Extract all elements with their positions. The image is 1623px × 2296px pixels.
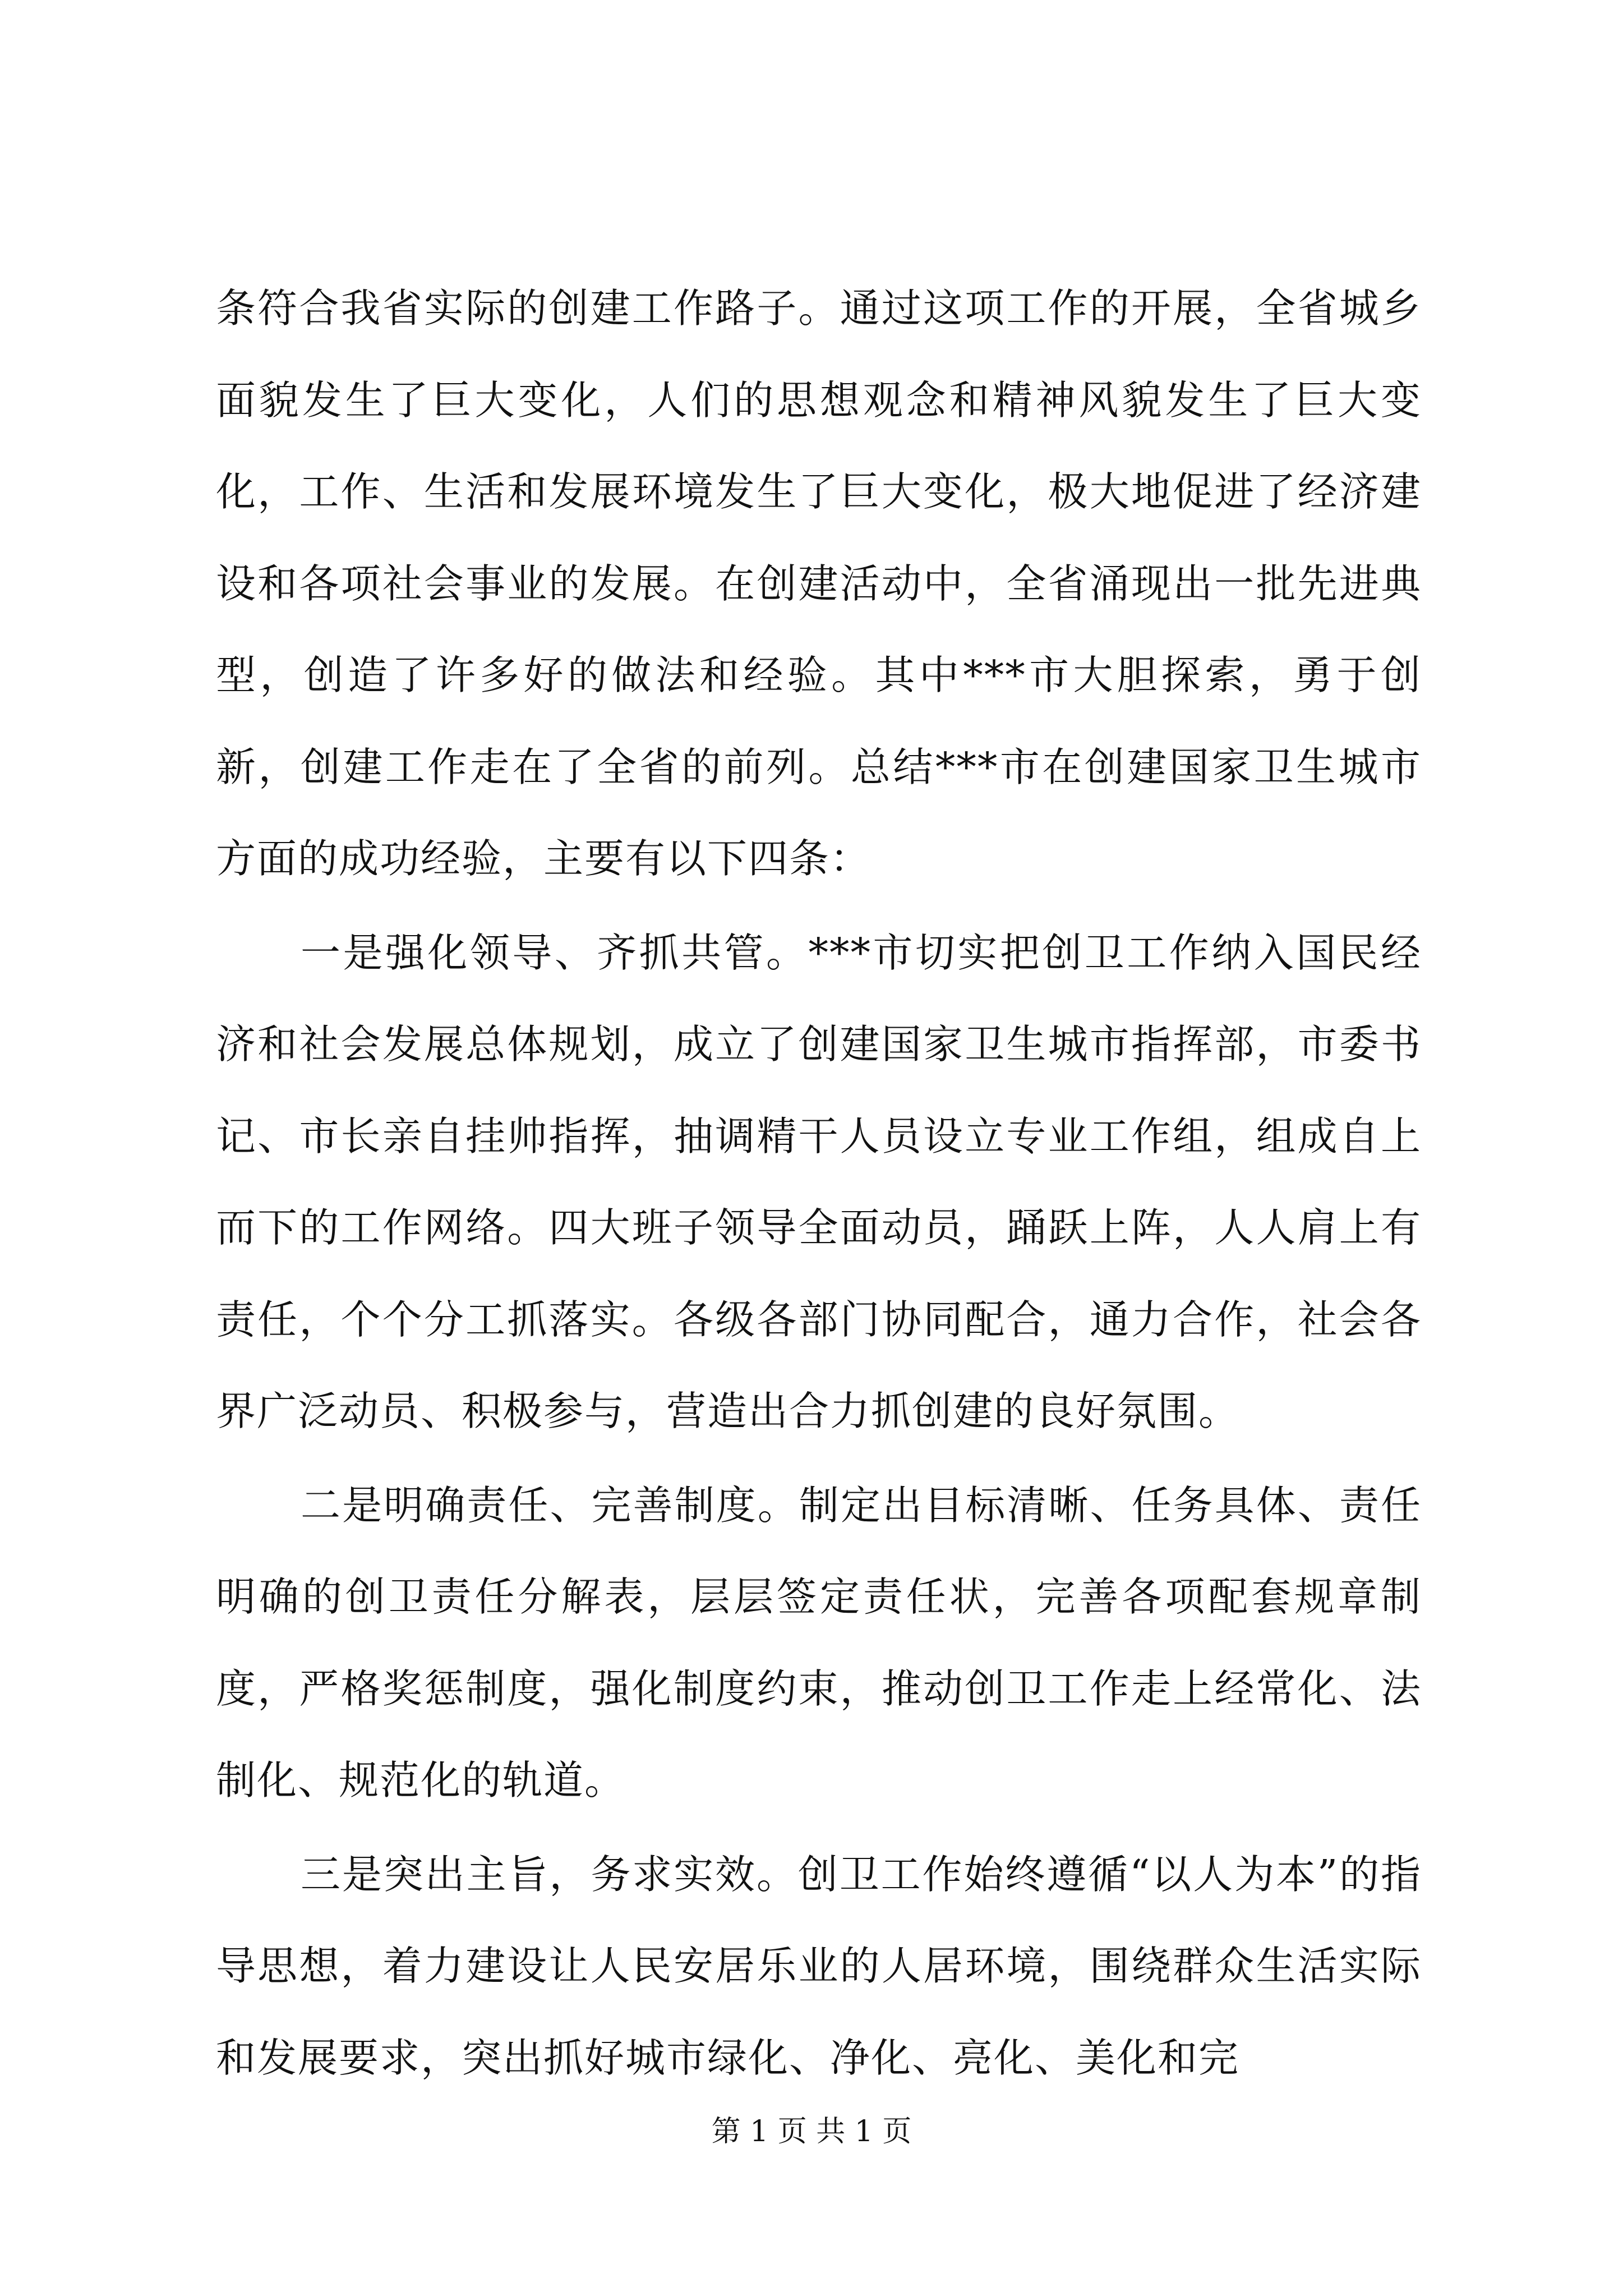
document-body [216,263,1422,2104]
paragraph-point-one: 一是强化领导、齐抓共管。***市切实把创卫工作纳入国民经济和社会发展总体规划，成立了创建国家卫生城市指挥部，市委书记、市长亲自挂帅指挥，抽调精干人员设立专业工作组，组成自上而下的工作网络。四大班子领导全面动员，踊跃上阵，人人肩上有责任，个个分工抓落实。各级各部门协同配合，通力合作，社会各界广泛动员、积极参与，营造出合力抓创建的良好氛围。 [216,929,1422,1434]
paragraph-point-three: 三是突出主旨，务求实效。创卫工作始终遵循“以人为本”的指导思想，着力建设让人民安居乐业的人居环境，围绕群众生活实际和发展要求，突出抓好城市绿化、净化、亮化、美化和完 [216,1851,1422,2081]
paragraph-point-two: 二是明确责任、完善制度。制定出目标清晰、任务具体、责任明确的创卫责任分解表，层层签定责任状，完善各项配套规章制度，严格奖惩制度，强化制度约束，推动创卫工作走上经常化、法制化、规范化的轨道。 [216,1481,1422,1803]
paragraph-intro-continued: 条符合我省实际的创建工作路子。通过这项工作的开展，全省城乡面貌发生了巨大变化，人们的思想观念和精神风貌发生了巨大变化，工作、生活和发展环境发生了巨大变化，极大地促进了经济建设和各项社会事业的发展。在创建活动中，全省涌现出一批先进典型，创造了许多好的做法和经验。其中***市大胆探索，勇于创新，创建工作走在了全省的前列。总结***市在创建国家卫生城市方面的成功经验，主要有以下四条： [216,285,1422,882]
page-footer: 第 1 页 共 1 页 [711,2115,912,2148]
